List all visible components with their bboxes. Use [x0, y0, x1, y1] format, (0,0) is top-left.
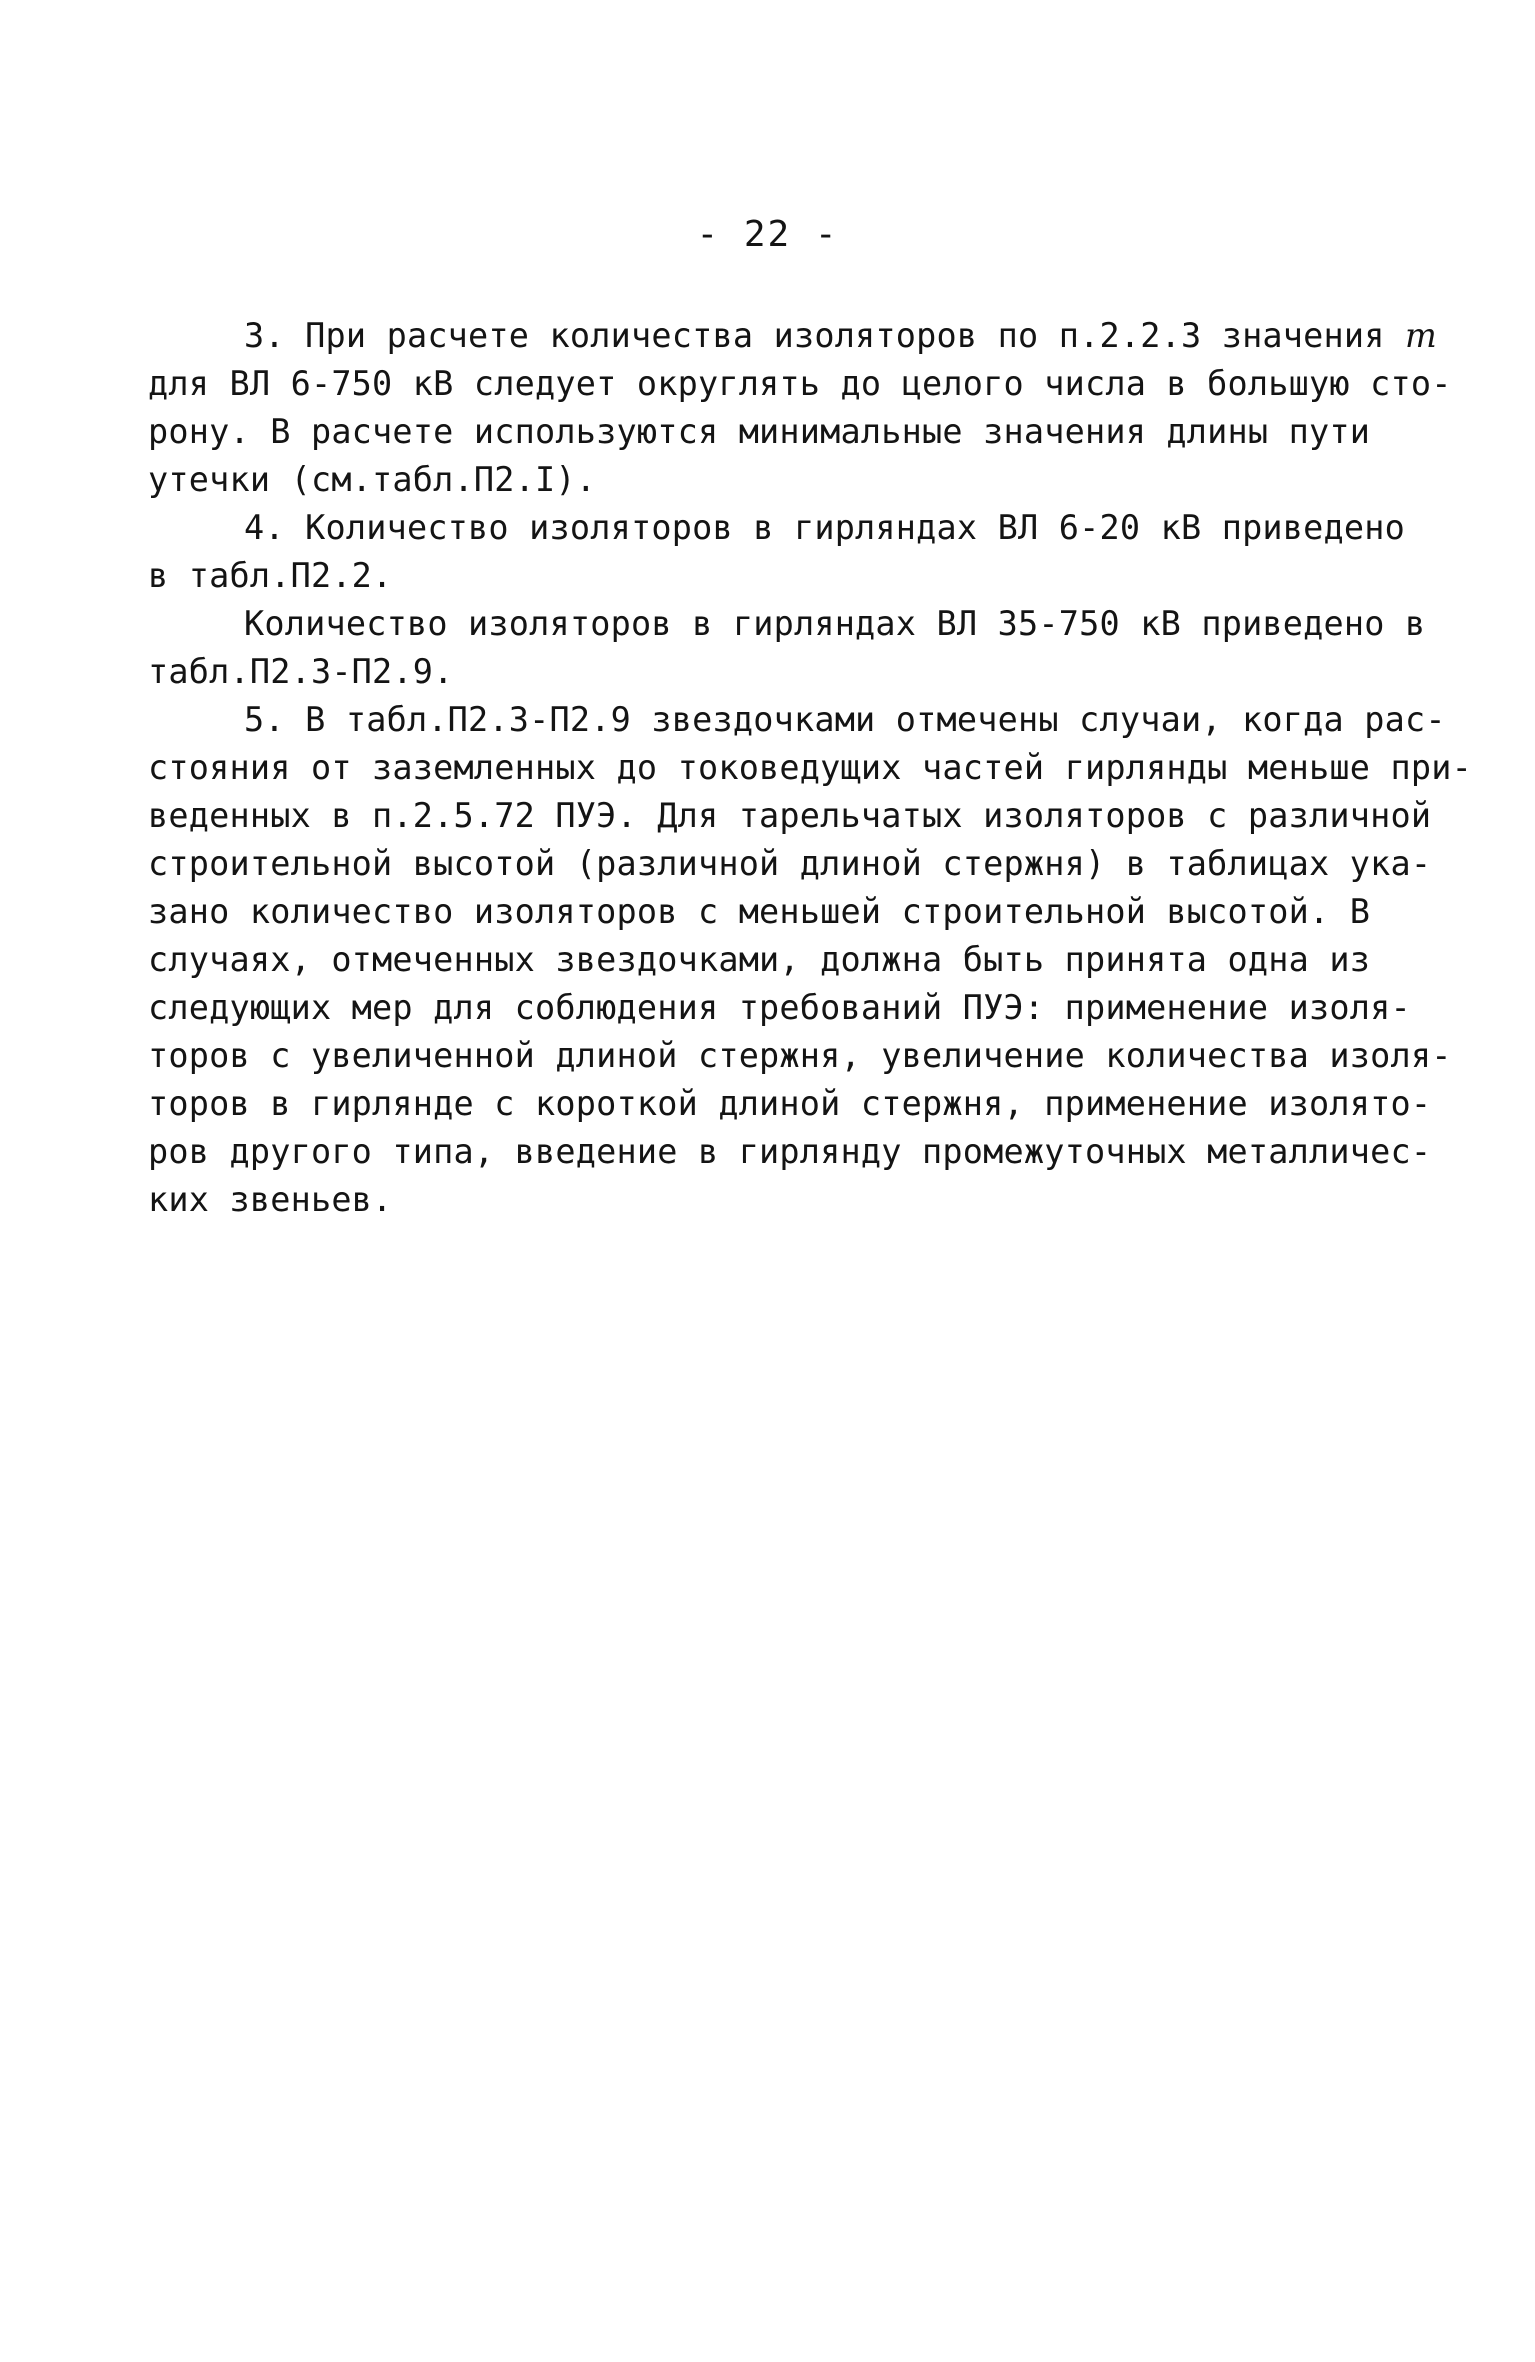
text-line: ров другого типа, введение в гирлянду промежуточных металличес- — [148, 1132, 1432, 1171]
paragraph-3 — [148, 312, 1452, 504]
paragraph-5 — [148, 696, 1472, 1224]
text-line — [148, 312, 1437, 360]
variable-m: m — [1405, 316, 1437, 355]
text-line: случаях, отмеченных звездочками, должна быть принята одна из — [148, 940, 1371, 979]
text-line: стояния от заземленных до токоведущих частей гирлянды меньше при- — [148, 748, 1472, 787]
page-number: - 22 - — [696, 214, 839, 255]
paragraph-4 — [148, 504, 1418, 600]
text-line: утечки (см.табл.П2.I). — [148, 460, 597, 499]
text-line: для ВЛ 6-750 кВ следует округлять до целого числа в большую сто- — [148, 364, 1452, 403]
text-line-content: 3. При расчете количества изоляторов по п.2.2.3 значения — [244, 316, 1385, 355]
text-line: строительной высотой (различной длиной стержня) в таблицах ука- — [148, 844, 1432, 883]
text-line: 4. Количество изоляторов в гирляндах ВЛ 6-20 кВ приведено — [244, 508, 1406, 547]
text-line: 5. В табл.П2.3-П2.9 звездочками отмечены случаи, когда рас- — [244, 700, 1446, 739]
text-line: зано количество изоляторов с меньшей строительной высотой. В — [148, 892, 1371, 931]
text-line: ких звеньев. — [148, 1180, 393, 1219]
text-line: в табл.П2.2. — [148, 556, 393, 595]
text-line: Количество изоляторов в гирляндах ВЛ 35-750 кВ приведено в — [244, 604, 1426, 643]
body-text — [148, 312, 1472, 1224]
paragraph-4b — [148, 600, 1426, 696]
text-line: следующих мер для соблюдения требований ПУЭ: применение изоля- — [148, 988, 1411, 1027]
text-line: табл.П2.3-П2.9. — [148, 652, 454, 691]
text-line: торов в гирлянде с короткой длиной стержня, применение изолято- — [148, 1084, 1432, 1123]
text-line: рону. В расчете используются минимальные значения длины пути — [148, 412, 1371, 451]
text-line: веденных в п.2.5.72 ПУЭ. Для тарельчатых изоляторов с различной — [148, 796, 1432, 835]
text-line: торов с увеличенной длиной стержня, увеличение количества изоля- — [148, 1036, 1452, 1075]
